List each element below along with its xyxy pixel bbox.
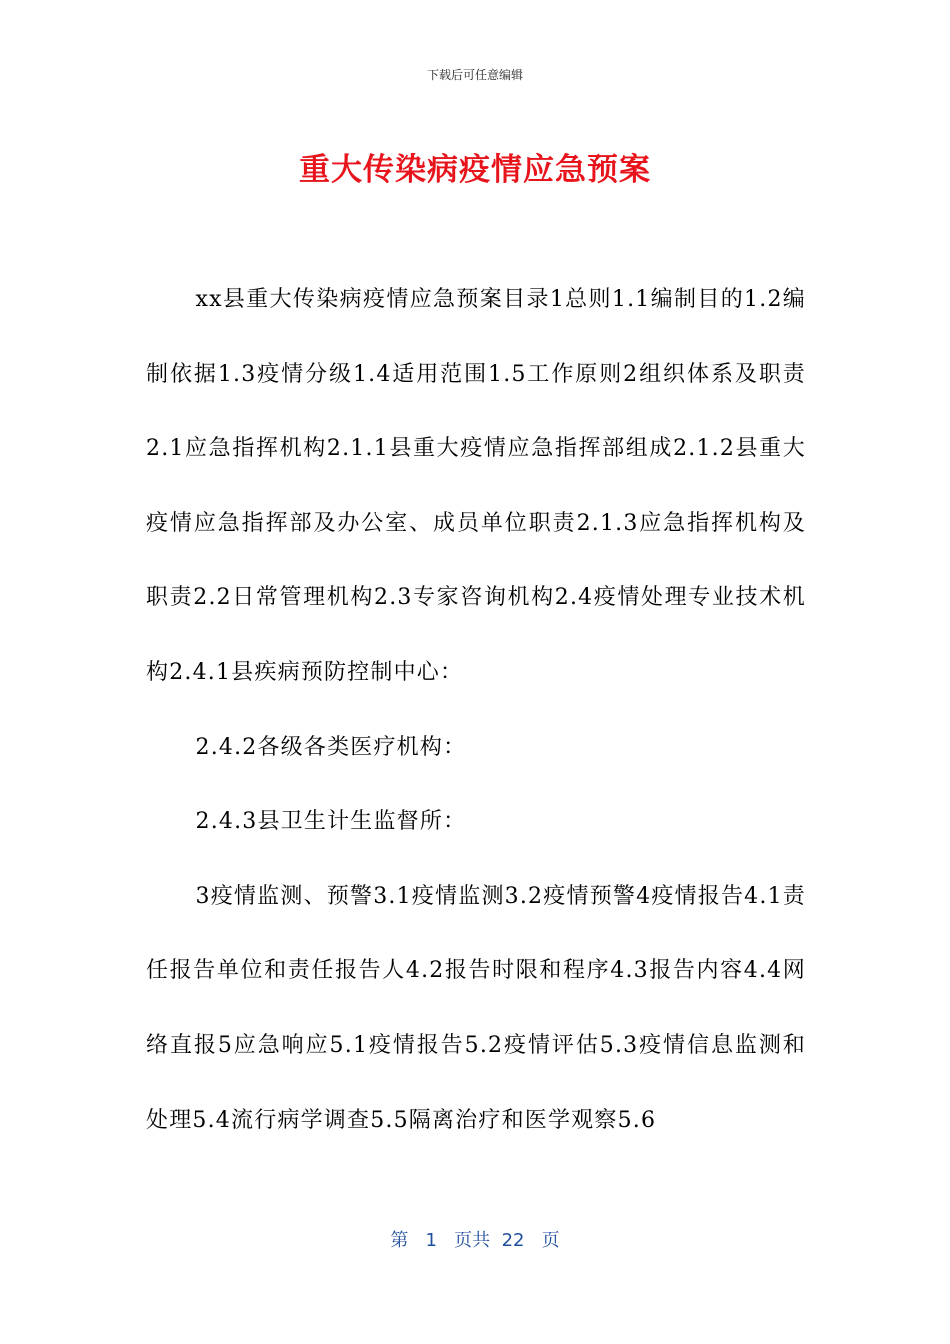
- document-body: [146, 263, 806, 1158]
- header-note: 下载后可任意编辑: [426, 68, 523, 82]
- footer-prefix: 第: [390, 1230, 409, 1251]
- body-paragraph-4: 3疫情监测、预警3.1疫情监测3.2疫情预警4疫情报告4.1责任报告单位和责任报告人4.2报告时限和程序4.3报告内容4.4网络直报5应急响应5.1疫情报告5.2疫情评估5.3疫情信息监测和处理5.4流行病学调查5.5隔离治疗和医学观察5.6: [146, 883, 806, 1133]
- page-footer: [0, 1226, 950, 1252]
- document-title: 重大传染病疫情应急预案: [299, 152, 651, 188]
- body-paragraph-3: 2.4.3县卫生计生监督所：: [195, 809, 467, 835]
- body-paragraph-2: 2.4.2各级各类医疗机构：: [195, 734, 467, 760]
- body-paragraph-1: xx县重大传染病疫情应急预案目录1总则1.1编制目的1.2编制依据1.3疫情分级1.4适用范围1.5工作原则2组织体系及职责2.1应急指挥机构2.1.1县重大疫情应急指挥部组成2.1.2县重大疫情应急指挥部及办公室、成员单位职责2.1.3应急指挥机构及职责2.2日常管理机构2.3专家咨询机构2.4疫情处理专业技术机构2.4.1县疾病预防控制中心：: [146, 287, 806, 685]
- footer-suffix: 页: [541, 1230, 560, 1251]
- footer-total-pages: 22: [501, 1230, 525, 1251]
- footer-current-page: 1: [425, 1230, 437, 1251]
- footer-middle: 页共: [454, 1230, 491, 1251]
